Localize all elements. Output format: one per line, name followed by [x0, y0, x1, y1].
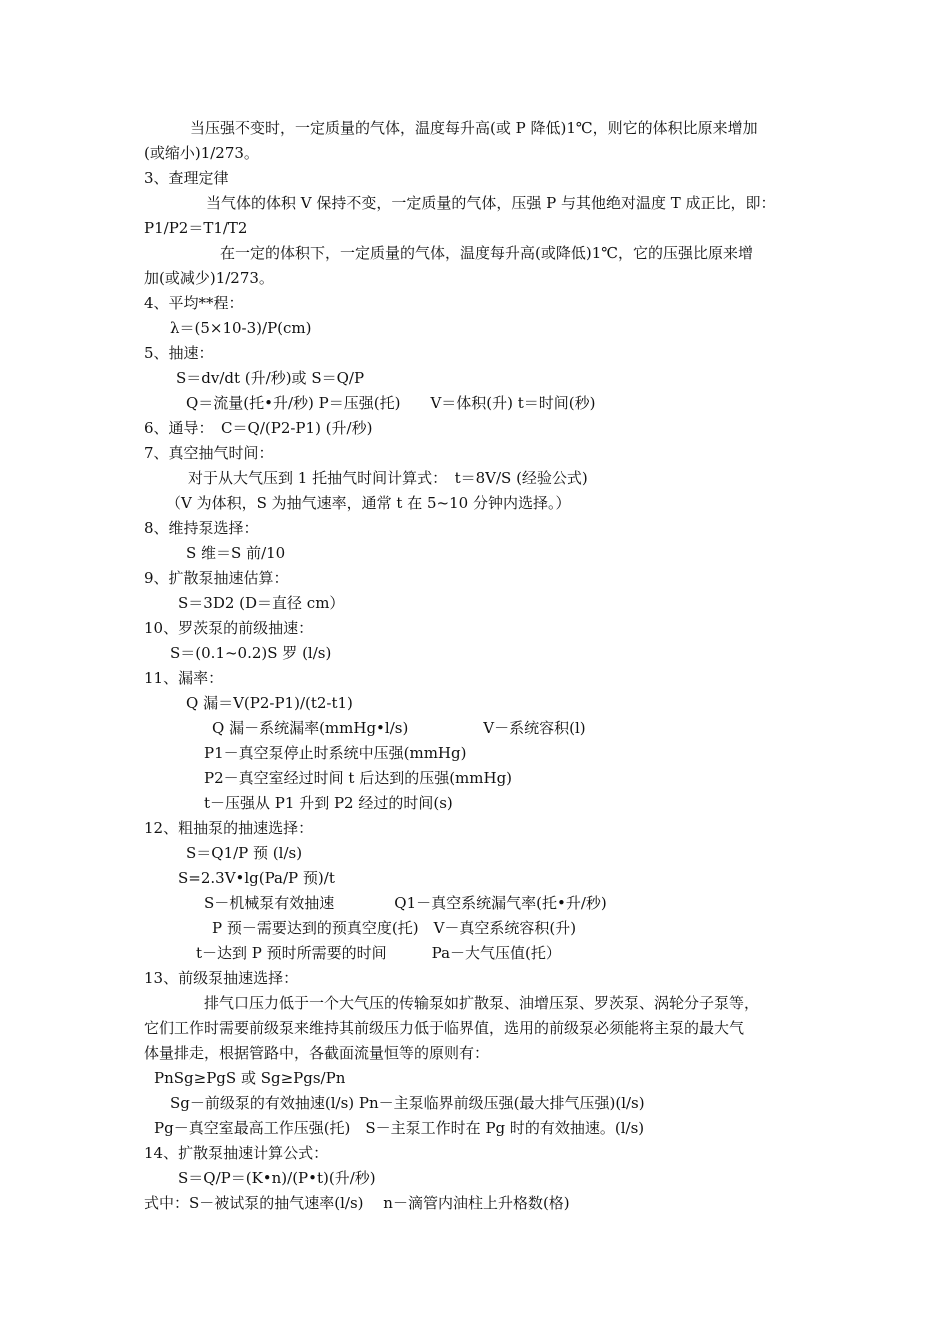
- paragraph-line: 当气体的体积 V 保持不变，一定质量的气体，压强 P 与其他绝对温度 T 成正比，即：: [206, 194, 776, 212]
- formula-legend: Q＝流量(托•升/秒) P＝压强(托) V＝体积(升) t＝时间(秒): [186, 394, 596, 412]
- formula-line: S＝(0.1~0.2)S 罗 (l/s): [170, 644, 332, 662]
- formula-legend: P 预－需要达到的预真空度(托) V－真空系统容积(升): [212, 919, 577, 937]
- section-heading: 6、通导： C＝Q/(P2-P1) (升/秒): [144, 419, 373, 437]
- formula-line: 对于从大气压到 1 托抽气时间计算式： t＝8V/S (经验公式): [188, 469, 588, 487]
- formula-legend: S－机械泵有效抽速 Q1－真空系统漏气率(托•升/秒): [204, 894, 607, 912]
- paragraph-line: 在一定的体积下，一定质量的气体，温度每升高(或降低)1℃，它的压强比原来增: [220, 244, 754, 262]
- formula-line: S＝3D2 (D＝直径 cm）: [178, 594, 345, 612]
- paragraph-line: 体量排走，根据管路中，各截面流量恒等的原则有：: [144, 1044, 490, 1062]
- paragraph-line: 它们工作时需要前级泵来维持其前级压力低于临界值，选用的前级泵必须能将主泵的最大气: [144, 1019, 745, 1037]
- paragraph-line: 当压强不变时，一定质量的气体，温度每升高(或 P 降低)1℃，则它的体积比原来增加: [190, 119, 758, 137]
- formula-line: S=2.3V•lg(Pa/P 预)/t: [178, 869, 335, 887]
- section-heading: 9、扩散泵抽速估算：: [144, 569, 289, 587]
- formula-line: S＝Q/P＝(K•n)/(P•t)(升/秒): [178, 1169, 376, 1187]
- formula-line: S＝Q1/P 预 (l/s): [186, 844, 303, 862]
- formula-note: （V 为体积，S 为抽气速率，通常 t 在 5~10 分钟内选择。）: [166, 494, 571, 512]
- section-heading: 10、罗茨泵的前级抽速：: [144, 619, 314, 637]
- formula-legend: t－达到 P 预时所需要的时间 Pa－大气压值(托）: [196, 944, 561, 962]
- paragraph-line: 排气口压力低于一个大气压的传输泵如扩散泵、油增压泵、罗茨泵、涡轮分子泵等，: [204, 994, 760, 1012]
- formula-legend: 式中：S－被试泵的抽气速率(l/s) n－滴管内油柱上升格数(格): [144, 1194, 570, 1212]
- section-heading: 7、真空抽气时间：: [144, 444, 274, 462]
- formula-line: S＝dv/dt (升/秒)或 S＝Q/P: [176, 369, 365, 387]
- section-heading: 13、前级泵抽速选择：: [144, 969, 299, 987]
- formula-legend: Sg－前级泵的有效抽速(l/s) Pn－主泵临界前级压强(最大排气压强)(l/s): [170, 1094, 645, 1112]
- section-heading: 5、抽速：: [144, 344, 214, 362]
- formula-line: P1/P2＝T1/T2: [144, 219, 248, 237]
- section-heading: 11、漏率：: [144, 669, 224, 687]
- formula-line: PnSg≥PgS 或 Sg≥Pgs/Pn: [154, 1069, 346, 1087]
- section-heading: 4、平均**程：: [144, 294, 244, 312]
- formula-line: S 维＝S 前/10: [186, 544, 286, 562]
- formula-legend: P2－真空室经过时间 t 后达到的压强(mmHg): [204, 769, 513, 787]
- formula-legend: P1－真空泵停止时系统中压强(mmHg): [204, 744, 467, 762]
- formula-legend: Q 漏－系统漏率(mmHg•l/s) V－系统容积(l): [212, 719, 586, 737]
- formula-line: Q 漏＝V(P2-P1)/(t2-t1): [186, 694, 353, 712]
- section-heading: 8、维持泵选择：: [144, 519, 259, 537]
- formula-legend: t－压强从 P1 升到 P2 经过的时间(s): [204, 794, 453, 812]
- section-heading: 12、粗抽泵的抽速选择：: [144, 819, 314, 837]
- formula-legend: Pg－真空室最高工作压强(托) S－主泵工作时在 Pg 时的有效抽速。(l/s): [154, 1119, 645, 1137]
- paragraph-line: 加(或减少)1/273。: [144, 269, 274, 287]
- formula-line: λ＝(5×10-3)/P(cm): [170, 319, 312, 337]
- section-heading: 3、查理定律: [144, 169, 229, 187]
- paragraph-line: (或缩小)1/273。: [144, 144, 259, 162]
- section-heading: 14、扩散泵抽速计算公式：: [144, 1144, 329, 1162]
